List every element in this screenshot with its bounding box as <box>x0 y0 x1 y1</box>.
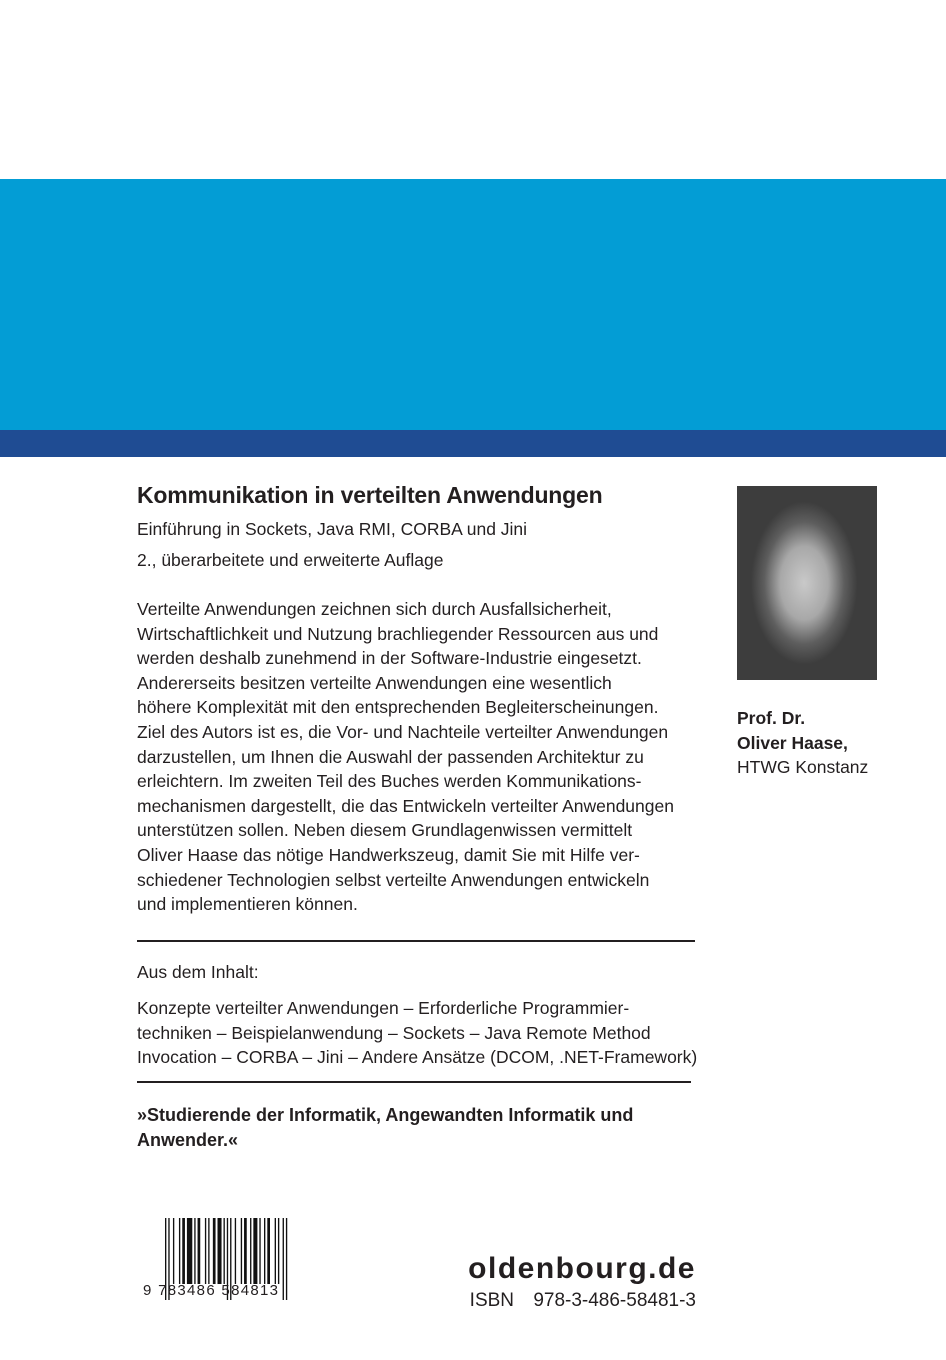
blurb <box>137 597 674 917</box>
barcode-bar <box>179 1218 180 1284</box>
text-line: techniken – Beispielanwendung – Sockets – Java Remote Method <box>137 1022 651 1043</box>
text-line: Wirtschaftlichkeit und Nutzung brachliegender Ressourcen aus und <box>137 623 659 644</box>
barcode-bar <box>253 1218 257 1284</box>
barcode-bar <box>224 1218 225 1284</box>
text-line: Verteilte Anwendungen zeichnen sich durch Ausfallsicherheit, <box>137 599 612 619</box>
text-line: Konzepte verteilter Anwendungen – Erforderliche Programmier- <box>137 998 630 1018</box>
barcode-bar <box>198 1218 201 1284</box>
author-name: Oliver Haase, <box>737 732 848 753</box>
barcode-digits: 9 783486 584813 <box>143 1282 280 1299</box>
text-line: unterstützen sollen. Neben diesem Grundlagenwissen vermittelt <box>137 820 633 841</box>
isbn-label: ISBN <box>469 1290 515 1311</box>
text-line: Invocation – CORBA – Jini – Andere Ansätze (DCOM, .NET-Framework) <box>137 1047 698 1068</box>
text-line: Ziel des Autors ist es, die Vor- und Nachteile verteilter Anwendungen <box>137 721 669 742</box>
author-title: Prof. Dr. <box>737 708 806 728</box>
barcode-bar <box>205 1218 206 1284</box>
book-subtitle: Einführung in Sockets, Java RMI, CORBA und Jini <box>137 519 528 539</box>
barcode-bar <box>278 1218 279 1284</box>
audience-line: Anwender.« <box>137 1129 239 1150</box>
barcode-bar <box>218 1218 222 1284</box>
barcode-bar <box>235 1218 236 1284</box>
text-line: mechanismen dargestellt, die das Entwickeln verteilter Anwendungen <box>137 795 674 816</box>
text-line: höhere Komplexität mit den entsprechenden Begleiterscheinungen. <box>137 697 659 718</box>
contents-heading: Aus dem Inhalt: <box>137 962 259 982</box>
barcode-bar <box>286 1218 287 1300</box>
barcode-bar <box>194 1218 195 1284</box>
text-line: und implementieren können. <box>137 894 358 915</box>
cover-band-light <box>0 179 946 430</box>
divider <box>137 1081 691 1083</box>
audience-quote <box>137 1103 633 1152</box>
text-line: Andererseits besitzen verteilte Anwendungen eine wesentlich <box>137 672 612 693</box>
barcode-bar <box>173 1218 174 1284</box>
author-photo <box>737 486 877 680</box>
text-line: erleichtern. Im zweiten Teil des Buches werden Kommunikations- <box>137 771 642 792</box>
book-edition: 2., überarbeitete und erweiterte Auflage <box>137 550 444 570</box>
text-line: werden deshalb zunehmend in der Software-Industrie eingesetzt. <box>137 648 642 669</box>
author-info <box>737 706 868 780</box>
barcode-bar <box>208 1218 209 1284</box>
barcode-bar <box>275 1218 276 1284</box>
contents-list <box>137 996 697 1070</box>
barcode-bar <box>182 1218 185 1284</box>
barcode-bar <box>241 1218 242 1284</box>
author-affiliation: HTWG Konstanz <box>737 757 869 778</box>
text-line: schiedener Technologien selbst verteilte Anwendungen entwickeln <box>137 869 650 890</box>
barcode-bar <box>244 1218 247 1284</box>
barcode-bar <box>213 1218 216 1284</box>
barcode-bar <box>264 1218 265 1284</box>
barcode-bar <box>259 1218 260 1284</box>
audience-line: »Studierende der Informatik, Angewandten Informatik und <box>137 1105 634 1125</box>
barcode-bar <box>267 1218 270 1284</box>
barcode-bar <box>283 1218 284 1300</box>
isbn <box>470 1290 696 1312</box>
text-line: darzustellen, um Ihnen die Auswahl der passenden Architektur zu <box>137 746 644 767</box>
divider <box>137 940 695 942</box>
book-title: Kommunikation in verteilten Anwendungen <box>137 482 603 508</box>
publisher-website[interactable]: oldenbourg.de <box>468 1252 696 1285</box>
text-line: Oliver Haase das nötige Handwerkszeug, damit Sie mit Hilfe ver- <box>137 844 640 865</box>
barcode-bar <box>187 1218 192 1284</box>
barcode-bar <box>250 1218 251 1284</box>
isbn-number: 978-3-486-58481-3 <box>533 1290 696 1311</box>
cover-band-dark <box>0 430 946 457</box>
